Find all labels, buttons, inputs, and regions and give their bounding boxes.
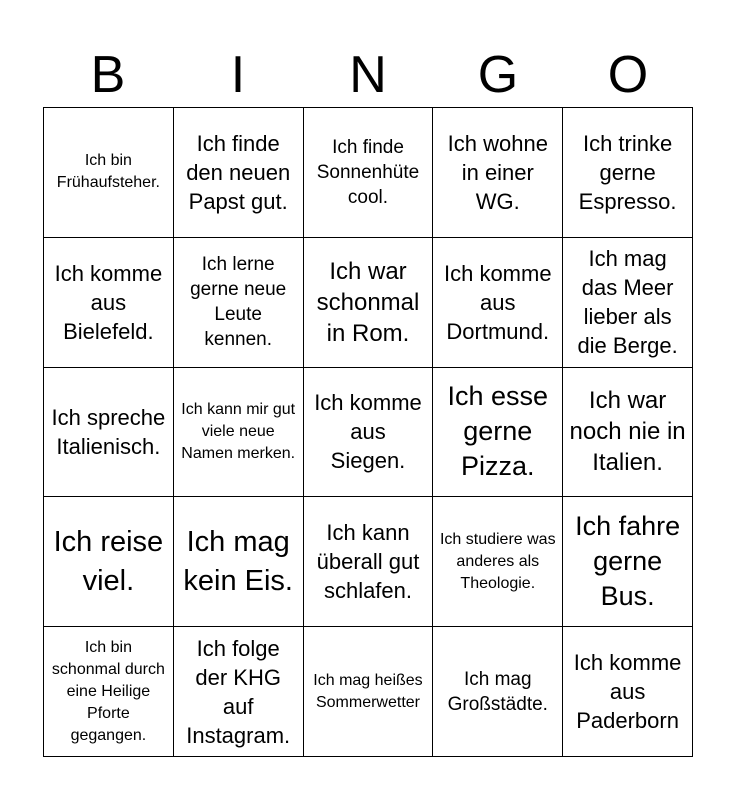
bingo-cell-text: Ich lerne gerne neue Leute kennen. (190, 254, 287, 351)
bingo-cell[interactable] (433, 627, 563, 757)
bingo-cell[interactable] (304, 627, 434, 757)
bingo-cell[interactable] (304, 238, 434, 368)
bingo-cell[interactable] (174, 238, 304, 368)
bingo-cell-text: Ich finde Sonnenhüte cool. (316, 136, 420, 208)
bingo-cell-text: Ich mag das Meer lieber als die Berge. (577, 246, 678, 359)
bingo-cell-text: Ich finde den neuen Papst gut. (186, 130, 291, 214)
bingo-cell[interactable] (563, 368, 693, 498)
bingo-cell[interactable] (44, 368, 174, 498)
bingo-header (43, 44, 693, 106)
header-letter-o: O (607, 46, 649, 104)
bingo-cell[interactable] (563, 497, 693, 627)
bingo-cell[interactable] (563, 108, 693, 238)
bingo-cell-text: Ich reise viel. (53, 525, 164, 597)
bingo-cell[interactable] (433, 368, 563, 498)
bingo-cell[interactable] (44, 627, 174, 757)
bingo-cell-text: Ich trinke gerne Espresso. (578, 130, 677, 214)
bingo-cell[interactable] (174, 497, 304, 627)
bingo-cell[interactable] (433, 497, 563, 627)
bingo-cell[interactable] (563, 627, 693, 757)
bingo-cell[interactable] (44, 497, 174, 627)
bingo-cell-text: Ich mag heißes Sommerwetter (313, 671, 423, 711)
bingo-cell-text: Ich studiere was anderes als Theologie. (439, 530, 556, 592)
bingo-cell-text: Ich esse gerne Pizza. (447, 381, 549, 482)
bingo-cell[interactable] (304, 497, 434, 627)
header-letter-n: N (349, 46, 387, 104)
bingo-cell[interactable] (44, 108, 174, 238)
bingo-cell[interactable] (304, 108, 434, 238)
bingo-cell-text: Ich komme aus Dortmund. (443, 260, 552, 344)
bingo-cell[interactable] (174, 108, 304, 238)
bingo-cell[interactable] (174, 368, 304, 498)
bingo-cell-text: Ich fahre gerne Bus. (575, 511, 681, 612)
bingo-cell[interactable] (304, 368, 434, 498)
header-letter-i: I (230, 46, 246, 104)
bingo-cell-text: Ich war noch nie in Italien. (569, 387, 686, 477)
bingo-cell-text: Ich kann überall gut schlafen. (316, 520, 420, 604)
bingo-grid (43, 107, 693, 757)
bingo-cell-text: Ich komme aus Paderborn (573, 650, 682, 734)
bingo-cell-text: Ich bin Frühaufsteher. (56, 152, 160, 192)
bingo-cell-text: Ich komme aus Bielefeld. (54, 260, 163, 344)
bingo-cell[interactable] (44, 238, 174, 368)
bingo-cell[interactable] (433, 108, 563, 238)
bingo-cell-text: Ich komme aus Siegen. (314, 390, 422, 474)
bingo-cell-text: Ich folge der KHG auf Instagram. (186, 635, 291, 748)
bingo-cell-text: Ich mag kein Eis. (183, 525, 293, 597)
bingo-cell-text: Ich wohne in einer WG. (447, 130, 548, 214)
bingo-cell[interactable] (563, 238, 693, 368)
header-letter-g: G (477, 46, 519, 104)
bingo-cell-text: Ich bin schonmal durch eine Heilige Pforte gegangen. (51, 638, 165, 744)
bingo-cell-text: Ich war schonmal in Rom. (316, 257, 420, 347)
bingo-cell[interactable] (174, 627, 304, 757)
bingo-cell-text: Ich spreche Italienisch. (51, 404, 166, 459)
bingo-cell-text: Ich mag Großstädte. (447, 668, 548, 715)
header-letter-b: B (90, 46, 126, 104)
bingo-cell[interactable] (433, 238, 563, 368)
bingo-cell-text: Ich kann mir gut viele neue Namen merken. (181, 400, 296, 462)
